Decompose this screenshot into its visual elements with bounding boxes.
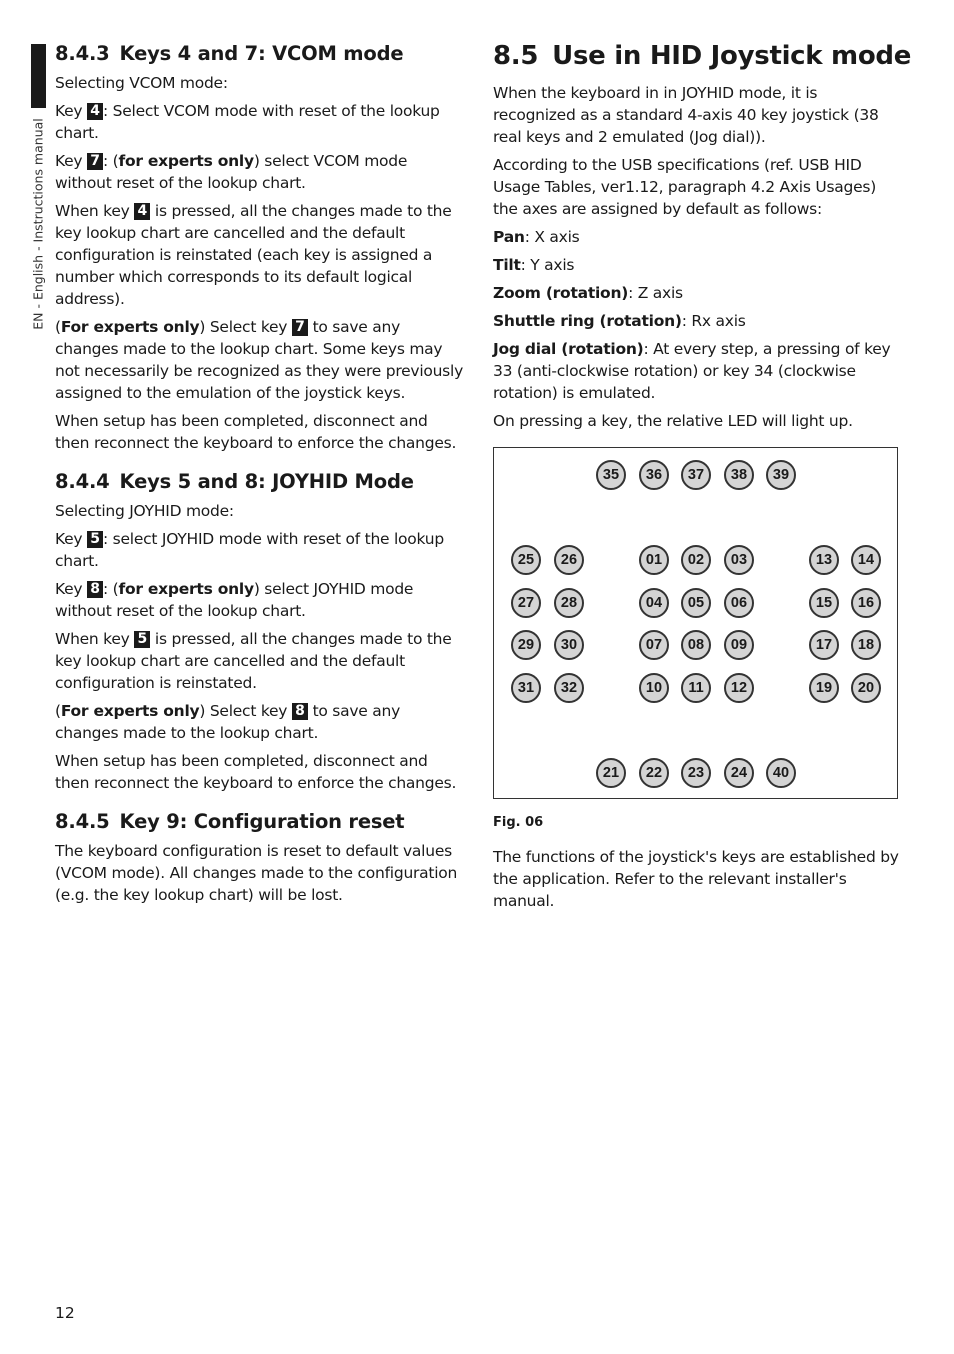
text: : Select VCOM mode with reset of the lookup chart. xyxy=(55,102,440,142)
key-11: 11 xyxy=(681,673,711,703)
section-number: 8.4.5 xyxy=(55,810,110,833)
text: Key xyxy=(55,530,88,548)
key-18: 18 xyxy=(851,630,881,660)
key-badge: 8 xyxy=(87,581,103,598)
section-title: Key 9: Configuration reset xyxy=(119,810,405,833)
axis-value: : At every step, a pressing of key 33 (anti-clockwise rotation) or key 34 (clockwise rotation) is emulated. xyxy=(493,340,891,402)
key-28: 28 xyxy=(554,588,584,618)
joystick-key-layout-figure xyxy=(493,447,898,799)
axis-label: Jog dial (rotation) xyxy=(493,340,644,358)
key-03: 03 xyxy=(724,545,754,575)
key-14: 14 xyxy=(851,545,881,575)
key-13: 13 xyxy=(809,545,839,575)
bold-text: for experts only xyxy=(118,152,254,170)
section-heading-8-4-4 xyxy=(55,468,465,496)
text: ) select JOYHID mode without reset of the lookup chart. xyxy=(55,580,414,620)
key-09: 09 xyxy=(724,630,754,660)
text: to save any changes made to the lookup chart. xyxy=(55,702,401,742)
key-40: 40 xyxy=(766,758,796,788)
axis-label: Zoom (rotation) xyxy=(493,284,629,302)
section-number: 8.4.3 xyxy=(55,42,110,65)
bold-text: For experts only xyxy=(60,702,200,720)
text: ) Select key xyxy=(199,702,292,720)
text: is pressed, all the changes made to the key lookup chart are cancelled and the default configuration is reinstated (each key is assigned a number which corresponds to its default logical address). xyxy=(55,202,452,308)
section-title: Use in HID Joystick mode xyxy=(552,41,912,71)
left-column xyxy=(55,40,465,912)
paragraph: When setup has been completed, disconnect and then reconnect the keyboard to enforce the changes. xyxy=(55,412,457,452)
axis-label: Shuttle ring (rotation) xyxy=(493,312,682,330)
key-16: 16 xyxy=(851,588,881,618)
paragraph xyxy=(55,628,465,694)
text: When key xyxy=(55,630,135,648)
key-30: 30 xyxy=(554,630,584,660)
axis-zoom xyxy=(493,282,903,304)
key-01: 01 xyxy=(639,545,669,575)
section-heading-8-5 xyxy=(493,38,912,74)
text: : ( xyxy=(103,152,119,170)
paragraph: The functions of the joystick's keys are established by the application. Refer to the relevant installer's manual. xyxy=(493,848,899,910)
axis-label: Tilt xyxy=(493,256,521,274)
key-17: 17 xyxy=(809,630,839,660)
paragraph xyxy=(55,578,465,622)
key-23: 23 xyxy=(681,758,711,788)
right-column xyxy=(493,38,912,918)
key-badge: 7 xyxy=(292,319,308,336)
key-21: 21 xyxy=(596,758,626,788)
key-39: 39 xyxy=(766,460,796,490)
text: : select JOYHID mode with reset of the lookup chart. xyxy=(55,530,444,570)
key-27: 27 xyxy=(511,588,541,618)
key-06: 06 xyxy=(724,588,754,618)
section-heading-8-4-3 xyxy=(55,40,465,68)
axis-shuttle xyxy=(493,310,903,332)
paragraph: On pressing a key, the relative LED will light up. xyxy=(493,412,853,430)
key-10: 10 xyxy=(639,673,669,703)
section-title: Keys 4 and 7: VCOM mode xyxy=(119,42,404,65)
key-badge: 5 xyxy=(87,531,103,548)
key-24: 24 xyxy=(724,758,754,788)
sidebar-marker xyxy=(31,44,46,108)
key-38: 38 xyxy=(724,460,754,490)
paragraph: When setup has been completed, disconnect and then reconnect the keyboard to enforce the changes. xyxy=(55,752,457,792)
text: When key xyxy=(55,202,135,220)
key-25: 25 xyxy=(511,545,541,575)
text: : ( xyxy=(103,580,119,598)
axis-value: : Y axis xyxy=(520,256,575,274)
text: Key xyxy=(55,580,88,598)
key-22: 22 xyxy=(639,758,669,788)
page-number: 12 xyxy=(55,1304,75,1322)
section-heading-8-4-5 xyxy=(55,808,465,836)
paragraph xyxy=(55,528,465,572)
key-15: 15 xyxy=(809,588,839,618)
section-title: Keys 5 and 8: JOYHID Mode xyxy=(119,470,414,493)
key-36: 36 xyxy=(639,460,669,490)
text: to save any changes made to the lookup chart. Some keys may not necessarily be recognized as they were previously assigned to the emulation of the joystick keys. xyxy=(55,318,463,402)
paragraph xyxy=(55,200,465,310)
paragraph xyxy=(55,150,465,194)
paragraph: The keyboard configuration is reset to default values (VCOM mode). All changes made to the configuration (e.g. the key lookup chart) will be lost. xyxy=(55,842,458,904)
text: ( xyxy=(55,702,61,720)
bold-text: For experts only xyxy=(60,318,200,336)
axis-value: : Z axis xyxy=(628,284,683,302)
key-29: 29 xyxy=(511,630,541,660)
paragraph: Selecting JOYHID mode: xyxy=(55,502,234,520)
axis-value: : Rx axis xyxy=(681,312,746,330)
key-badge: 7 xyxy=(87,153,103,170)
section-number: 8.4.4 xyxy=(55,470,110,493)
key-26: 26 xyxy=(554,545,584,575)
axis-tilt xyxy=(493,254,903,276)
bold-text: for experts only xyxy=(118,580,254,598)
key-20: 20 xyxy=(851,673,881,703)
key-19: 19 xyxy=(809,673,839,703)
key-badge: 4 xyxy=(134,203,150,220)
axis-label: Pan xyxy=(493,228,525,246)
key-05: 05 xyxy=(681,588,711,618)
key-02: 02 xyxy=(681,545,711,575)
key-08: 08 xyxy=(681,630,711,660)
text: ) Select key xyxy=(199,318,292,336)
axis-jog xyxy=(493,338,903,404)
key-badge: 5 xyxy=(134,631,150,648)
paragraph xyxy=(55,700,465,744)
key-12: 12 xyxy=(724,673,754,703)
sidebar-label: EN - English - Instructions manual xyxy=(30,118,46,330)
text: ( xyxy=(55,318,61,336)
axis-value: : X axis xyxy=(524,228,580,246)
section-number: 8.5 xyxy=(493,41,539,71)
paragraph: Selecting VCOM mode: xyxy=(55,74,228,92)
figure-caption: Fig. 06 xyxy=(493,815,544,830)
text: ) select VCOM mode without reset of the lookup chart. xyxy=(55,152,408,192)
paragraph xyxy=(55,100,465,144)
key-07: 07 xyxy=(639,630,669,660)
text: Key xyxy=(55,152,88,170)
key-31: 31 xyxy=(511,673,541,703)
key-35: 35 xyxy=(596,460,626,490)
paragraph xyxy=(55,316,465,404)
key-37: 37 xyxy=(681,460,711,490)
axis-pan xyxy=(493,226,903,248)
key-badge: 8 xyxy=(292,703,308,720)
key-32: 32 xyxy=(554,673,584,703)
paragraph: When the keyboard in in JOYHID mode, it is recognized as a standard 4-axis 40 key joystick (38 real keys and 2 emulated (Jog dial)). xyxy=(493,84,879,146)
key-04: 04 xyxy=(639,588,669,618)
key-badge: 4 xyxy=(87,103,103,120)
text: Key xyxy=(55,102,88,120)
text: is pressed, all the changes made to the key lookup chart are cancelled and the default configuration is reinstated. xyxy=(55,630,452,692)
paragraph: According to the USB specifications (ref. USB HID Usage Tables, ver1.12, paragraph 4.2 Axis Usages) the axes are assigned by default as follows: xyxy=(493,156,877,218)
